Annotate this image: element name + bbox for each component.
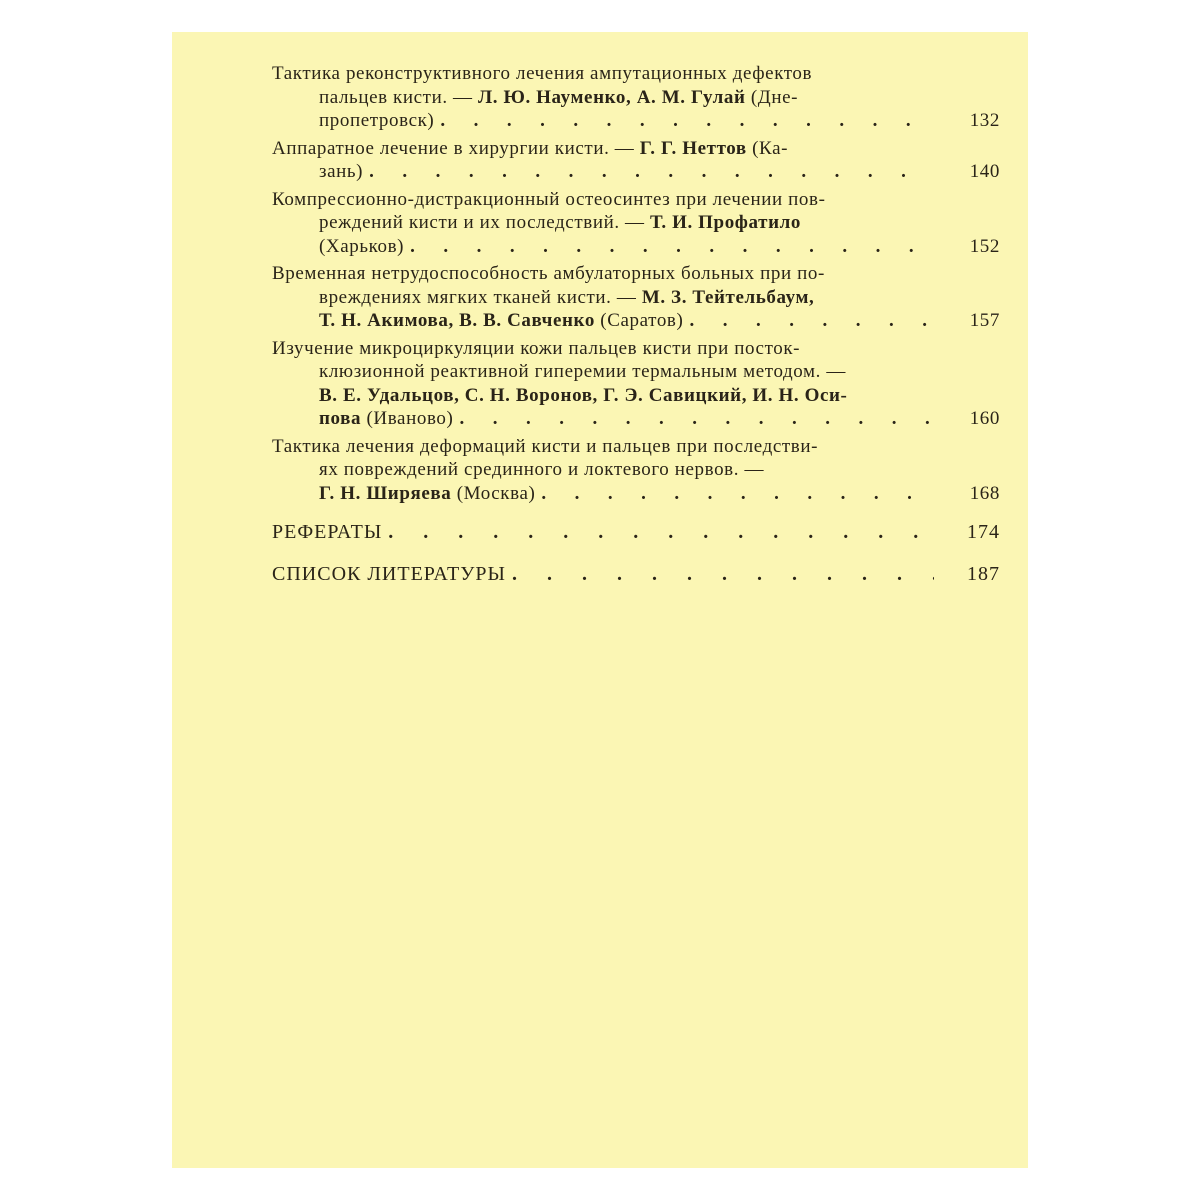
article-title-text: вреждениях мягких тканей кисти. — (319, 286, 642, 308)
dot-leader (369, 160, 934, 184)
toc-entry-line (272, 188, 1000, 212)
section-heading (272, 517, 1000, 547)
toc-entry-line (272, 235, 1000, 259)
page-number: 187 (967, 563, 1000, 585)
toc-entry-text (319, 235, 404, 259)
toc-entry-text (319, 160, 363, 184)
page-number: 174 (967, 521, 1000, 543)
article-title-text: (Саратов) (594, 310, 684, 331)
toc-entry-text (272, 63, 812, 84)
dot-leader (512, 559, 934, 589)
toc-entry-line (272, 109, 1000, 133)
toc-entry-line (272, 360, 1000, 384)
toc-entry (272, 62, 1000, 133)
article-title-text: реждений кисти и их последствий. — (319, 212, 651, 233)
article-title-text: (Иваново) (361, 408, 454, 429)
toc-entry-line (272, 262, 1000, 286)
book-page (172, 32, 1028, 1168)
article-title-text: (Ка- (746, 137, 789, 159)
toc-entry-text (319, 407, 453, 431)
article-title-text: Аппаратное лечение в хирургии кисти. — (272, 137, 640, 159)
toc-entry (272, 137, 1000, 184)
toc-entry (272, 337, 1000, 431)
toc-entry-line (272, 211, 1000, 235)
article-title-text: ях повреждений срединного и локтевого нервов. — (319, 459, 765, 480)
toc-entry-text (272, 263, 825, 284)
author-names: Т. И. Профатило (650, 212, 802, 233)
toc-entry (272, 262, 1000, 333)
dot-leader (541, 482, 934, 506)
article-title-text: зань) (319, 161, 364, 182)
article-title-text: (Дне- (745, 86, 799, 108)
toc-entry-text (272, 436, 818, 457)
author-names: Г. Н. Ширяева (319, 482, 452, 504)
toc-entry-text (319, 385, 847, 406)
page-number: 168 (969, 482, 1000, 504)
section-heading (272, 559, 1000, 589)
toc-entry-text (319, 212, 801, 233)
toc-entry-text (319, 309, 683, 333)
author-names: М. З. Тейтельбаум, (641, 286, 815, 308)
article-title-text: Компрессионно-дистракционный остеосинтез при лечении пов- (272, 188, 826, 210)
article-title-text: Тактика лечения деформаций кисти и пальцев при последстви- (272, 435, 819, 457)
toc-entry-line (272, 86, 1000, 110)
article-title-text: пальцев кисти. — (319, 86, 478, 108)
toc-entry-text (319, 287, 814, 308)
dot-leader (388, 517, 934, 547)
author-names: Г. Г. Неттов (639, 137, 747, 159)
article-title-text: Временная нетрудоспособность амбулаторных больных при по- (272, 263, 825, 284)
page-number: 160 (969, 408, 1000, 429)
article-title-text: (Москва) (451, 482, 536, 504)
toc-entry-line (272, 62, 1000, 86)
toc-entry-text (319, 482, 535, 506)
article-title-text: Изучение микроциркуляции кожи пальцев кисти при посток- (272, 337, 801, 359)
page-number: 140 (969, 161, 1000, 182)
toc-entry-text (319, 459, 764, 480)
toc-entry-line (272, 137, 1000, 161)
toc-entry (272, 435, 1000, 506)
article-title-text: Тактика реконструктивного лечения ампутационных дефектов (272, 63, 813, 84)
toc-entry-line (272, 407, 1000, 431)
table-of-contents (272, 62, 1000, 589)
section-title: СПИСОК ЛИТЕРАТУРЫ (272, 563, 506, 585)
toc-entry-text (272, 338, 800, 359)
toc-entry-text (319, 87, 798, 108)
article-title-text: пропетровск) (319, 110, 435, 131)
toc-entry-text (272, 189, 826, 210)
toc-entry-text (272, 138, 788, 159)
toc-entry (272, 188, 1000, 259)
toc-entry-line (272, 435, 1000, 459)
page-number: 152 (969, 235, 1000, 257)
toc-entry-line (272, 458, 1000, 482)
toc-entry-line (272, 286, 1000, 310)
toc-entry-line (272, 160, 1000, 184)
dot-leader (689, 309, 934, 333)
toc-entry-line (272, 482, 1000, 506)
page-number: 132 (969, 110, 1000, 131)
toc-entry-text (319, 361, 846, 382)
section-title: РЕФЕРАТЫ (272, 521, 383, 543)
article-title-text: клюзионной реактивной гиперемии термальным методом. — (319, 361, 846, 382)
author-names: Т. Н. Акимова, В. В. Савченко (319, 310, 595, 331)
toc-entry-text (319, 109, 434, 133)
page-number: 157 (969, 310, 1000, 331)
toc-entry-line (272, 309, 1000, 333)
dot-leader (440, 109, 934, 133)
toc-entry-line (272, 337, 1000, 361)
author-names: В. Е. Удальцов, С. Н. Воронов, Г. Э. Савицкий, И. Н. Оси- (319, 384, 848, 406)
toc-entry-line (272, 384, 1000, 408)
author-names: пова (319, 408, 362, 429)
article-title-text: (Харьков) (319, 235, 405, 257)
dot-leader (459, 407, 934, 431)
dot-leader (410, 235, 934, 259)
author-names: Л. Ю. Науменко, А. М. Гулай (478, 86, 746, 108)
